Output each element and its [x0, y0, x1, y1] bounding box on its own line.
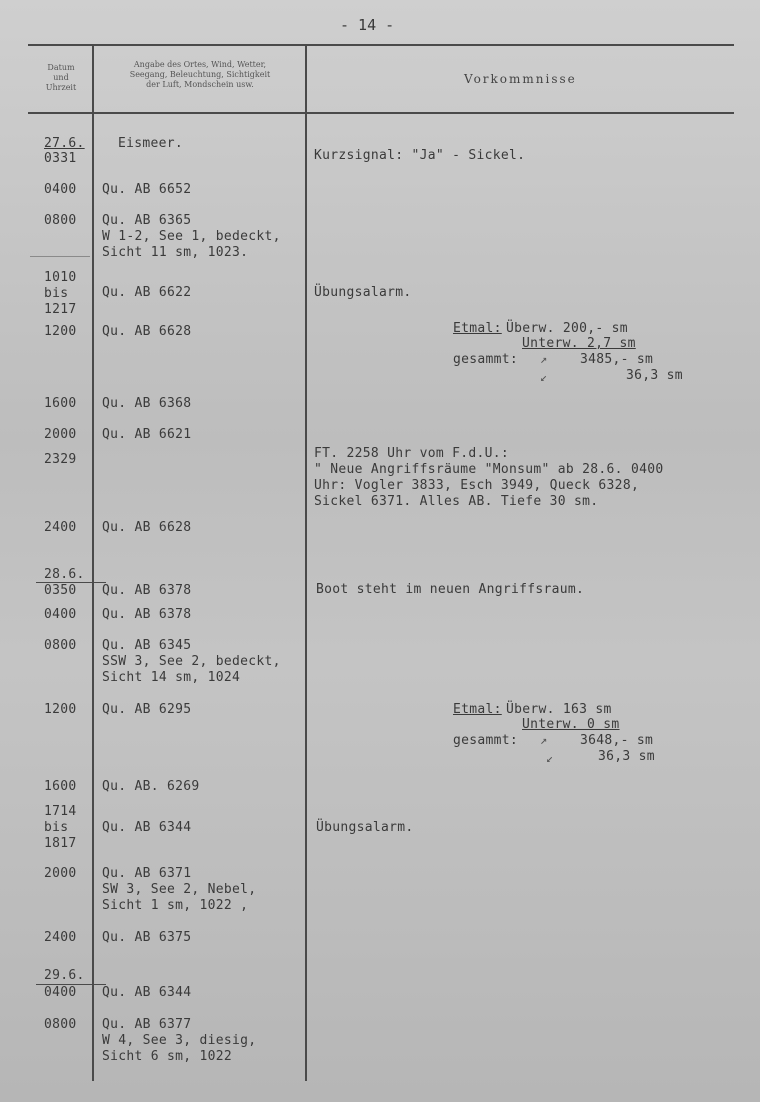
weather-entry: Sicht 14 sm, 1024 [102, 670, 241, 685]
etmal-submerged: Unterw. 2,7 sm [522, 336, 636, 351]
position-entry: Eismeer. [118, 136, 184, 151]
weather-entry: W 4, See 3, diesig, [102, 1033, 257, 1048]
header-rule [28, 112, 734, 114]
position-entry: Qu. AB 6368 [102, 396, 192, 411]
time-entry: 0350 [44, 583, 77, 598]
event-entry: Kurzsignal: "Ja" - Sickel. [314, 148, 526, 163]
position-entry: Qu. AB 6345 [102, 638, 192, 653]
time-entry: 0800 [44, 213, 77, 228]
position-entry: Qu. AB 6295 [102, 702, 192, 717]
position-entry: Qu. AB 6377 [102, 1017, 192, 1032]
position-entry: Qu. AB 6652 [102, 182, 192, 197]
column-divider-2 [305, 46, 307, 1081]
top-rule [28, 44, 734, 46]
weather-entry: SW 3, See 2, Nebel, [102, 882, 257, 897]
page-number: - 14 - [340, 16, 395, 34]
time-entry: 0400 [44, 607, 77, 622]
etmal-total-label: gesammt: [453, 352, 519, 367]
time-entry: 1817 [44, 836, 77, 851]
time-entry: bis [44, 820, 69, 835]
weather-entry: SSW 3, See 2, bedeckt, [102, 654, 281, 669]
arrow-icon: ↗ [540, 352, 548, 366]
time-entry: 0400 [44, 182, 77, 197]
position-entry: Qu. AB 6344 [102, 985, 192, 1000]
time-entry: 2400 [44, 930, 77, 945]
etmal-total-speed: 36,3 sm [598, 749, 655, 764]
weather-entry: W 1-2, See 1, bedeckt, [102, 229, 281, 244]
position-entry: Qu. AB 6365 [102, 213, 192, 228]
position-entry: Qu. AB 6378 [102, 607, 192, 622]
time-entry: 0800 [44, 1017, 77, 1032]
arrow-icon: ↙ [546, 751, 554, 765]
position-entry: Qu. AB 6621 [102, 427, 192, 442]
time-entry: 2400 [44, 520, 77, 535]
position-entry: Qu. AB 6378 [102, 583, 192, 598]
time-entry: bis [44, 286, 69, 301]
event-entry: Uhr: Vogler 3833, Esch 3949, Queck 6328, [314, 478, 640, 493]
weather-entry: Sicht 6 sm, 1022 [102, 1049, 233, 1064]
time-entry: 1010 [44, 270, 77, 285]
weather-entry: Sicht 11 sm, 1023. [102, 245, 249, 260]
arrow-icon: ↙ [540, 370, 548, 384]
etmal-label: Etmal: [453, 702, 502, 717]
etmal-surface: Überw. 200,- sm [506, 321, 628, 336]
position-entry: Qu. AB 6628 [102, 520, 192, 535]
event-entry: Boot steht im neuen Angriffsraum. [316, 582, 585, 597]
etmal-total-distance: 3485,- sm [580, 352, 654, 367]
time-entry: 2000 [44, 866, 77, 881]
header-date-time: Datum und Uhrzeit [45, 63, 77, 92]
time-entry: 1217 [44, 302, 77, 317]
position-entry: Qu. AB 6628 [102, 324, 192, 339]
dashed-separator [30, 256, 90, 257]
time-entry: 2000 [44, 427, 77, 442]
position-entry: Qu. AB 6622 [102, 285, 192, 300]
event-entry: Übungsalarm. [314, 285, 412, 300]
etmal-total-speed: 36,3 sm [626, 368, 683, 383]
time-entry: 2329 [44, 452, 77, 467]
position-entry: Qu. AB 6375 [102, 930, 192, 945]
arrow-icon: ↗ [540, 733, 548, 747]
position-entry: Qu. AB 6344 [102, 820, 192, 835]
time-entry: 0331 [44, 151, 77, 166]
time-entry: 1200 [44, 702, 77, 717]
time-entry: 1200 [44, 324, 77, 339]
event-entry: Sickel 6371. Alles AB. Tiefe 30 sm. [314, 494, 599, 509]
weather-entry: Sicht 1 sm, 1022 , [102, 898, 249, 913]
etmal-submerged: Unterw. 0 sm [522, 717, 620, 732]
time-entry: 0800 [44, 638, 77, 653]
event-entry: Übungsalarm. [316, 820, 414, 835]
etmal-label: Etmal: [453, 321, 502, 336]
header-events: Vorkommnisse [464, 72, 577, 86]
event-entry: " Neue Angriffsräume "Monsum" ab 28.6. 0400 [314, 462, 664, 477]
header-location-weather: Angabe des Ortes, Wind, Wetter, Seegang, Beleuchtung, Sichtigkeit der Luft, Mondschein usw. [129, 60, 271, 89]
etmal-surface: Überw. 163 sm [506, 702, 612, 717]
date-entry: 29.6. [44, 968, 85, 983]
position-entry: Qu. AB 6371 [102, 866, 192, 881]
etmal-total-distance: 3648,- sm [580, 733, 654, 748]
date-entry: 27.6. [44, 136, 85, 151]
time-entry: 1600 [44, 779, 77, 794]
etmal-total-label: gesammt: [453, 733, 519, 748]
date-entry: 28.6. [44, 567, 85, 582]
time-entry: 1714 [44, 804, 77, 819]
time-entry: 0400 [44, 985, 77, 1000]
event-entry: FT. 2258 Uhr vom F.d.U.: [314, 446, 510, 461]
column-divider-1 [92, 46, 94, 1081]
position-entry: Qu. AB. 6269 [102, 779, 200, 794]
time-entry: 1600 [44, 396, 77, 411]
